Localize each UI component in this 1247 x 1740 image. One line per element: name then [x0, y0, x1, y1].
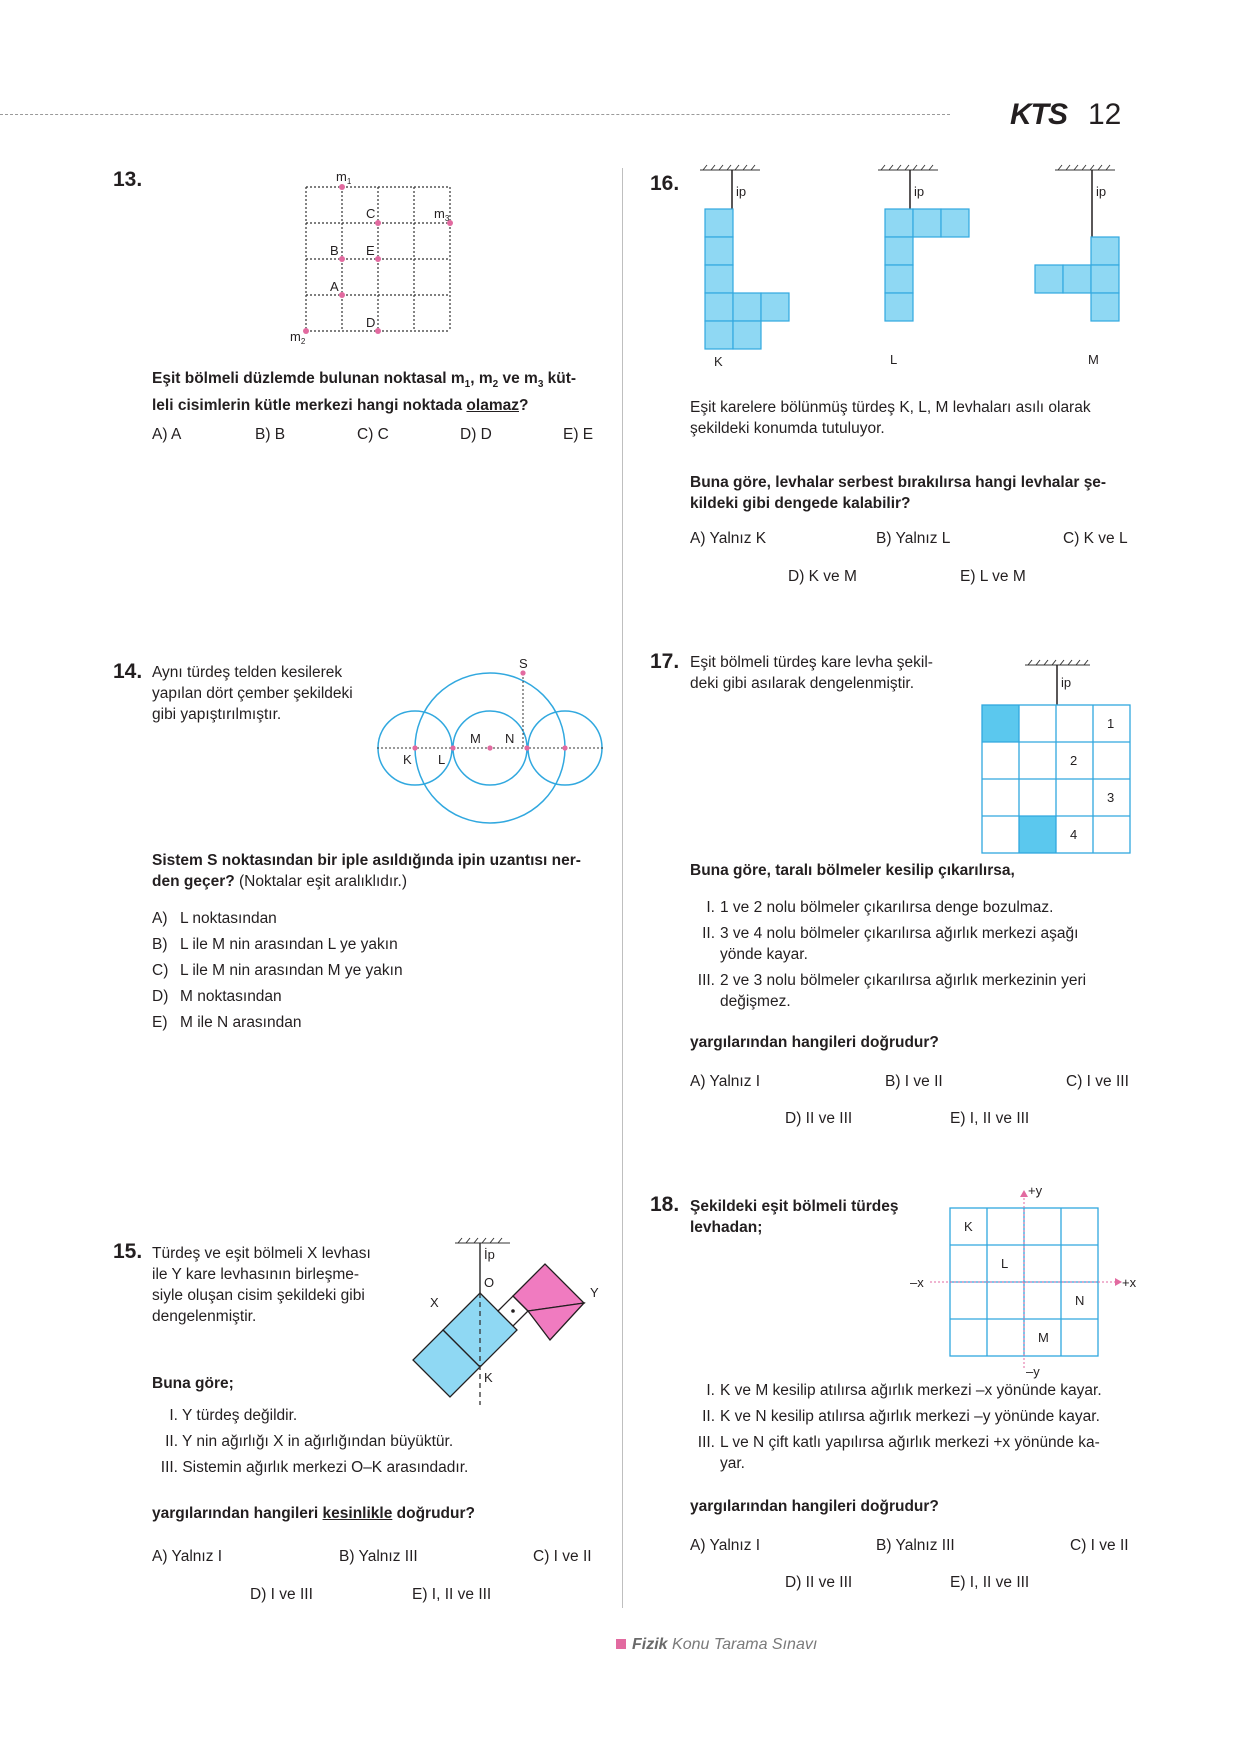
statement-2: II. K ve N kesilip atılırsa ağırlık merkezi –y yönünde kayar. — [702, 1408, 1100, 1425]
answer-option-d[interactable]: D) M noktasından — [152, 988, 282, 1005]
q14-options — [152, 906, 403, 1036]
q13-label-e: E — [366, 243, 375, 258]
q17-cell-2: 2 — [1070, 753, 1078, 768]
q15-label-k: K — [484, 1370, 493, 1385]
q16-label-m: M — [1088, 352, 1099, 367]
answer-option-d[interactable]: D) II ve III — [785, 1574, 853, 1591]
q13-label-c: C — [366, 206, 376, 221]
answer-option-e[interactable]: E) I, II ve III — [950, 1110, 1030, 1127]
question-number: 17. — [650, 650, 680, 673]
q13-label-m1: $m_1$ — [336, 169, 352, 186]
q17-cell-3: 3 — [1107, 790, 1115, 805]
answer-option-c[interactable]: C) K ve L — [1063, 530, 1128, 547]
q13-label-d: D — [366, 315, 376, 330]
q18-statements — [690, 1380, 1135, 1474]
q16-label-l: L — [890, 352, 898, 367]
footer-square-icon — [616, 1639, 626, 1649]
q15-figure — [400, 1235, 610, 1405]
q15-statements — [152, 1403, 468, 1481]
q13-label-m3: $m_3$ — [434, 206, 450, 223]
footer-subject: Fizik — [632, 1636, 668, 1653]
answer-option-b[interactable]: B) Yalnız L — [876, 530, 951, 547]
answer-option-b[interactable]: B) L ile M nin arasından L ye yakın — [152, 936, 398, 953]
q13-grid-figure — [280, 165, 470, 350]
q15-label-ip: İp — [484, 1247, 495, 1262]
q14-label-m: M — [470, 731, 481, 746]
footer-exam-title: Konu Tarama Sınavı — [672, 1636, 818, 1653]
answer-option-d[interactable]: D) II ve III — [785, 1110, 853, 1127]
q18-plate-figure — [910, 1180, 1140, 1380]
answer-option-c[interactable]: C) I ve II — [533, 1548, 592, 1565]
q18-label-plus-y: +y — [1028, 1183, 1043, 1198]
header-brand: KTS — [1010, 98, 1067, 131]
statement-3: III. L ve N çift katlı yapılırsa ağırlık merkezi +x yönünde ka- yar. — [697, 1434, 1100, 1472]
answer-option-a[interactable]: A) L noktasından — [152, 910, 277, 927]
answer-option-a[interactable]: A) A — [152, 426, 182, 443]
q18-label-m: M — [1038, 1330, 1049, 1345]
column-divider — [622, 168, 623, 1608]
answer-option-b[interactable]: B) I ve II — [885, 1073, 943, 1090]
q18-label-minus-y: –y — [1026, 1364, 1040, 1379]
answer-option-e[interactable]: E) L ve M — [960, 568, 1026, 585]
answer-option-e[interactable]: E) I, II ve III — [412, 1586, 492, 1603]
q16-label-ip: ip — [914, 184, 925, 199]
answer-option-d[interactable]: D) I ve III — [250, 1586, 313, 1603]
header-rule — [0, 114, 950, 115]
q16-intro: Eşit karelere bölünmüş türdeş K, L, M levhaları asılı olarak şekildeki konumda tutuluyor. — [690, 399, 1091, 437]
q14-circles-figure — [375, 655, 605, 835]
question-number: 13. — [113, 168, 143, 191]
answer-option-e[interactable]: E) E — [563, 426, 594, 443]
q15-question: yargılarından hangileri kesinlikle doğrudur? — [152, 1505, 475, 1522]
q17-statements — [690, 897, 1135, 1012]
q18-label-minus-x: –x — [910, 1275, 924, 1290]
q13-question: Eşit bölmeli düzlemde bulunan noktasal $m_1$, $m_2$ ve $m_3$ küt- leli cisimlerin kütle merkezi hangi noktada olamaz? — [152, 370, 577, 415]
question-number: 16. — [650, 172, 680, 195]
answer-option-b[interactable]: B) B — [255, 426, 286, 443]
answer-option-a[interactable]: A) Yalnız I — [690, 1537, 761, 1554]
q14-intro: Aynı türdeş telden kesilerek yapılan dört çember şekildeki gibi yapıştırılmıştır. — [152, 664, 353, 723]
footer — [616, 1636, 817, 1654]
q16-plates-figure — [690, 160, 1150, 375]
statement-1: I. 1 ve 2 nolu bölmeler çıkarılırsa denge bozulmaz. — [706, 899, 1054, 916]
question-number: 15. — [113, 1240, 143, 1263]
q17-intro: Eşit bölmeli türdeş kare levha şekil- deki gibi asılarak dengelenmiştir. — [690, 654, 933, 692]
answer-option-a[interactable]: A) Yalnız K — [690, 530, 767, 547]
answer-option-c[interactable]: C) L ile M nin arasından M ye yakın — [152, 962, 403, 979]
answer-option-b[interactable]: B) Yalnız III — [876, 1537, 955, 1554]
answer-option-e[interactable]: E) M ile N arasından — [152, 1014, 302, 1031]
q18-label-plus-x: +x — [1122, 1275, 1137, 1290]
question-number: 14. — [113, 660, 143, 683]
answer-option-c[interactable]: C) C — [357, 426, 389, 443]
statement-2: II. Y nin ağırlığı X in ağırlığından büyüktür. — [165, 1433, 454, 1450]
header-page-number: 12 — [1088, 98, 1122, 131]
q14-label-l: L — [438, 752, 446, 767]
q17-label-ip: ip — [1061, 675, 1072, 690]
q13-label-m2: $m_2$ — [290, 329, 306, 346]
q14-label-s: S — [519, 656, 528, 671]
q18-label-k: K — [964, 1219, 973, 1234]
q16-question: Buna göre, levhalar serbest bırakılırsa hangi levhalar şe- kildeki gibi dengede kalabilir? — [690, 474, 1107, 512]
answer-option-c[interactable]: C) I ve II — [1070, 1537, 1129, 1554]
q17-closing: yargılarından hangileri doğrudur? — [690, 1034, 939, 1051]
statement-1: I. K ve M kesilip atılırsa ağırlık merkezi –x yönünde kayar. — [706, 1382, 1102, 1399]
answer-option-d[interactable]: D) K ve M — [788, 568, 857, 585]
answer-option-c[interactable]: C) I ve III — [1066, 1073, 1129, 1090]
answer-option-a[interactable]: A) Yalnız I — [152, 1548, 223, 1565]
q17-question: Buna göre, taralı bölmeler kesilip çıkarılırsa, — [690, 862, 1015, 879]
q18-intro: Şekildeki eşit bölmeli türdeş levhadan; — [690, 1198, 899, 1236]
q17-cell-1: 1 — [1107, 716, 1115, 731]
q15-lead: Buna göre; — [152, 1375, 234, 1392]
q16-label-ip: ip — [1096, 184, 1107, 199]
q15-label-y: Y — [590, 1285, 599, 1300]
answer-option-b[interactable]: B) Yalnız III — [339, 1548, 418, 1565]
q15-intro: Türdeş ve eşit bölmeli X levhası ile Y kare levhasının birleşme- siyle oluşan cisim şekildeki gibi dengelenmiştir. — [152, 1245, 371, 1325]
q15-label-x: X — [430, 1295, 439, 1310]
question-number: 18. — [650, 1193, 680, 1216]
statement-1: I. Y türdeş değildir. — [169, 1407, 298, 1424]
q18-closing: yargılarından hangileri doğrudur? — [690, 1498, 939, 1515]
q16-label-k: K — [714, 354, 723, 369]
q13-label-a: A — [330, 279, 339, 294]
statement-2: II. 3 ve 4 nolu bölmeler çıkarılırsa ağırlık merkezi aşağı yönde kayar. — [702, 925, 1079, 963]
q13-label-b: B — [330, 243, 339, 258]
statement-3: III. Sistemin ağırlık merkezi O–K arasındadır. — [160, 1459, 469, 1476]
answer-option-d[interactable]: D) D — [460, 426, 492, 443]
q17-plate-figure — [975, 655, 1135, 860]
q17-cell-4: 4 — [1070, 827, 1078, 842]
answer-option-a[interactable]: A) Yalnız I — [690, 1073, 761, 1090]
q16-label-ip: ip — [736, 184, 747, 199]
q18-label-n: N — [1075, 1293, 1085, 1308]
q14-question: Sistem S noktasından bir iple asıldığında ipin uzantısı ner- den geçer? (Noktalar eşit aralıklıdır.) — [152, 852, 581, 890]
q14-label-k: K — [403, 752, 412, 767]
statement-3: III. 2 ve 3 nolu bölmeler çıkarılırsa ağırlık merkezinin yeri değişmez. — [697, 972, 1087, 1010]
q18-label-l: L — [1001, 1256, 1009, 1271]
q15-label-o: O — [484, 1275, 495, 1290]
q14-label-n: N — [505, 731, 515, 746]
answer-option-e[interactable]: E) I, II ve III — [950, 1574, 1030, 1591]
